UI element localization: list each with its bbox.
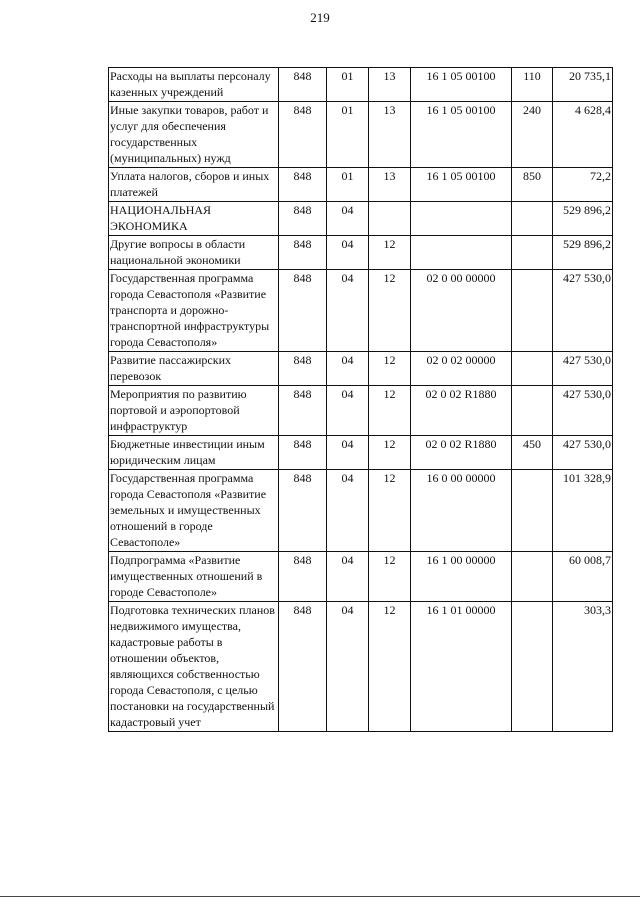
cell-name: Уплата налогов, сборов и иных платежей [109,168,279,202]
cell-section-code: 04 [327,552,369,602]
cell-expense-type: 450 [512,436,553,470]
cell-target-article: 02 0 00 00000 [411,270,512,352]
cell-subsection-code: 12 [369,386,411,436]
cell-name: Государственная программа города Севастополя «Развитие транспорта и дорожно-транспортной инфраструктуры города Севастополя» [109,270,279,352]
cell-amount: 101 328,9 [553,470,613,552]
table-row [109,470,613,552]
cell-target-article: 02 0 02 R1880 [411,436,512,470]
cell-department-code: 848 [279,352,327,386]
cell-subsection-code: 12 [369,352,411,386]
cell-expense-type [512,202,553,236]
page-number: 219 [310,10,330,25]
table-row [109,552,613,602]
cell-department-code: 848 [279,236,327,270]
budget-table-body [109,68,613,732]
cell-section-code: 04 [327,436,369,470]
cell-amount: 427 530,0 [553,436,613,470]
cell-expense-type [512,552,553,602]
table-row [109,236,613,270]
cell-department-code: 848 [279,102,327,168]
cell-subsection-code: 12 [369,552,411,602]
table-row [109,102,613,168]
cell-amount: 427 530,0 [553,386,613,436]
cell-section-code: 04 [327,470,369,552]
table-row [109,270,613,352]
cell-subsection-code [369,202,411,236]
cell-expense-type [512,236,553,270]
cell-section-code: 01 [327,68,369,102]
cell-expense-type [512,386,553,436]
cell-section-code: 01 [327,102,369,168]
cell-expense-type: 850 [512,168,553,202]
cell-amount: 4 628,4 [553,102,613,168]
cell-section-code: 04 [327,386,369,436]
cell-subsection-code: 12 [369,236,411,270]
cell-subsection-code: 13 [369,168,411,202]
cell-expense-type: 110 [512,68,553,102]
cell-section-code: 04 [327,270,369,352]
cell-subsection-code: 13 [369,102,411,168]
cell-amount: 20 735,1 [553,68,613,102]
table-row [109,168,613,202]
cell-name: НАЦИОНАЛЬНАЯ ЭКОНОМИКА [109,202,279,236]
cell-target-article: 16 1 01 00000 [411,602,512,732]
cell-target-article: 02 0 02 00000 [411,352,512,386]
cell-subsection-code: 12 [369,436,411,470]
cell-expense-type [512,602,553,732]
cell-department-code: 848 [279,602,327,732]
cell-target-article [411,236,512,270]
cell-amount: 303,3 [553,602,613,732]
cell-expense-type [512,270,553,352]
cell-expense-type: 240 [512,102,553,168]
cell-name: Подготовка технических планов недвижимого имущества, кадастровые работы в отношении объектов, являющихся собственностью города Севастополя, с целью постановки на государственный кадастровый учет [109,602,279,732]
cell-section-code: 01 [327,168,369,202]
cell-expense-type [512,470,553,552]
table-row [109,386,613,436]
cell-amount: 427 530,0 [553,352,613,386]
cell-section-code: 04 [327,602,369,732]
cell-name: Расходы на выплаты персоналу казенных учреждений [109,68,279,102]
cell-name: Развитие пассажирских перевозок [109,352,279,386]
cell-department-code: 848 [279,168,327,202]
cell-amount: 427 530,0 [553,270,613,352]
cell-name: Государственная программа города Севастополя «Развитие земельных и имущественных отношений в городе Севастополе» [109,470,279,552]
cell-name: Иные закупки товаров, работ и услуг для обеспечения государственных (муниципальных) нужд [109,102,279,168]
page-bottom-divider [0,896,640,897]
cell-target-article: 16 1 05 00100 [411,68,512,102]
cell-section-code: 04 [327,202,369,236]
cell-amount: 529 896,2 [553,236,613,270]
cell-target-article: 16 1 05 00100 [411,168,512,202]
table-row [109,68,613,102]
table-row [109,602,613,732]
cell-section-code: 04 [327,352,369,386]
cell-department-code: 848 [279,386,327,436]
cell-subsection-code: 12 [369,602,411,732]
cell-name: Бюджетные инвестиции иным юридическим лицам [109,436,279,470]
cell-name: Подпрограмма «Развитие имущественных отношений в городе Севастополе» [109,552,279,602]
cell-department-code: 848 [279,270,327,352]
cell-target-article: 02 0 02 R1880 [411,386,512,436]
cell-subsection-code: 13 [369,68,411,102]
cell-department-code: 848 [279,436,327,470]
cell-section-code: 04 [327,236,369,270]
cell-expense-type [512,352,553,386]
cell-subsection-code: 12 [369,470,411,552]
table-row [109,352,613,386]
cell-department-code: 848 [279,68,327,102]
cell-amount: 529 896,2 [553,202,613,236]
cell-target-article: 16 0 00 00000 [411,470,512,552]
cell-name: Другие вопросы в области национальной экономики [109,236,279,270]
budget-table [108,67,613,732]
cell-amount: 60 008,7 [553,552,613,602]
table-row [109,202,613,236]
cell-department-code: 848 [279,202,327,236]
cell-amount: 72,2 [553,168,613,202]
cell-target-article: 16 1 00 00000 [411,552,512,602]
cell-department-code: 848 [279,552,327,602]
table-row [109,436,613,470]
cell-name: Мероприятия по развитию портовой и аэропортовой инфраструктур [109,386,279,436]
cell-department-code: 848 [279,470,327,552]
cell-target-article: 16 1 05 00100 [411,102,512,168]
cell-subsection-code: 12 [369,270,411,352]
cell-target-article [411,202,512,236]
